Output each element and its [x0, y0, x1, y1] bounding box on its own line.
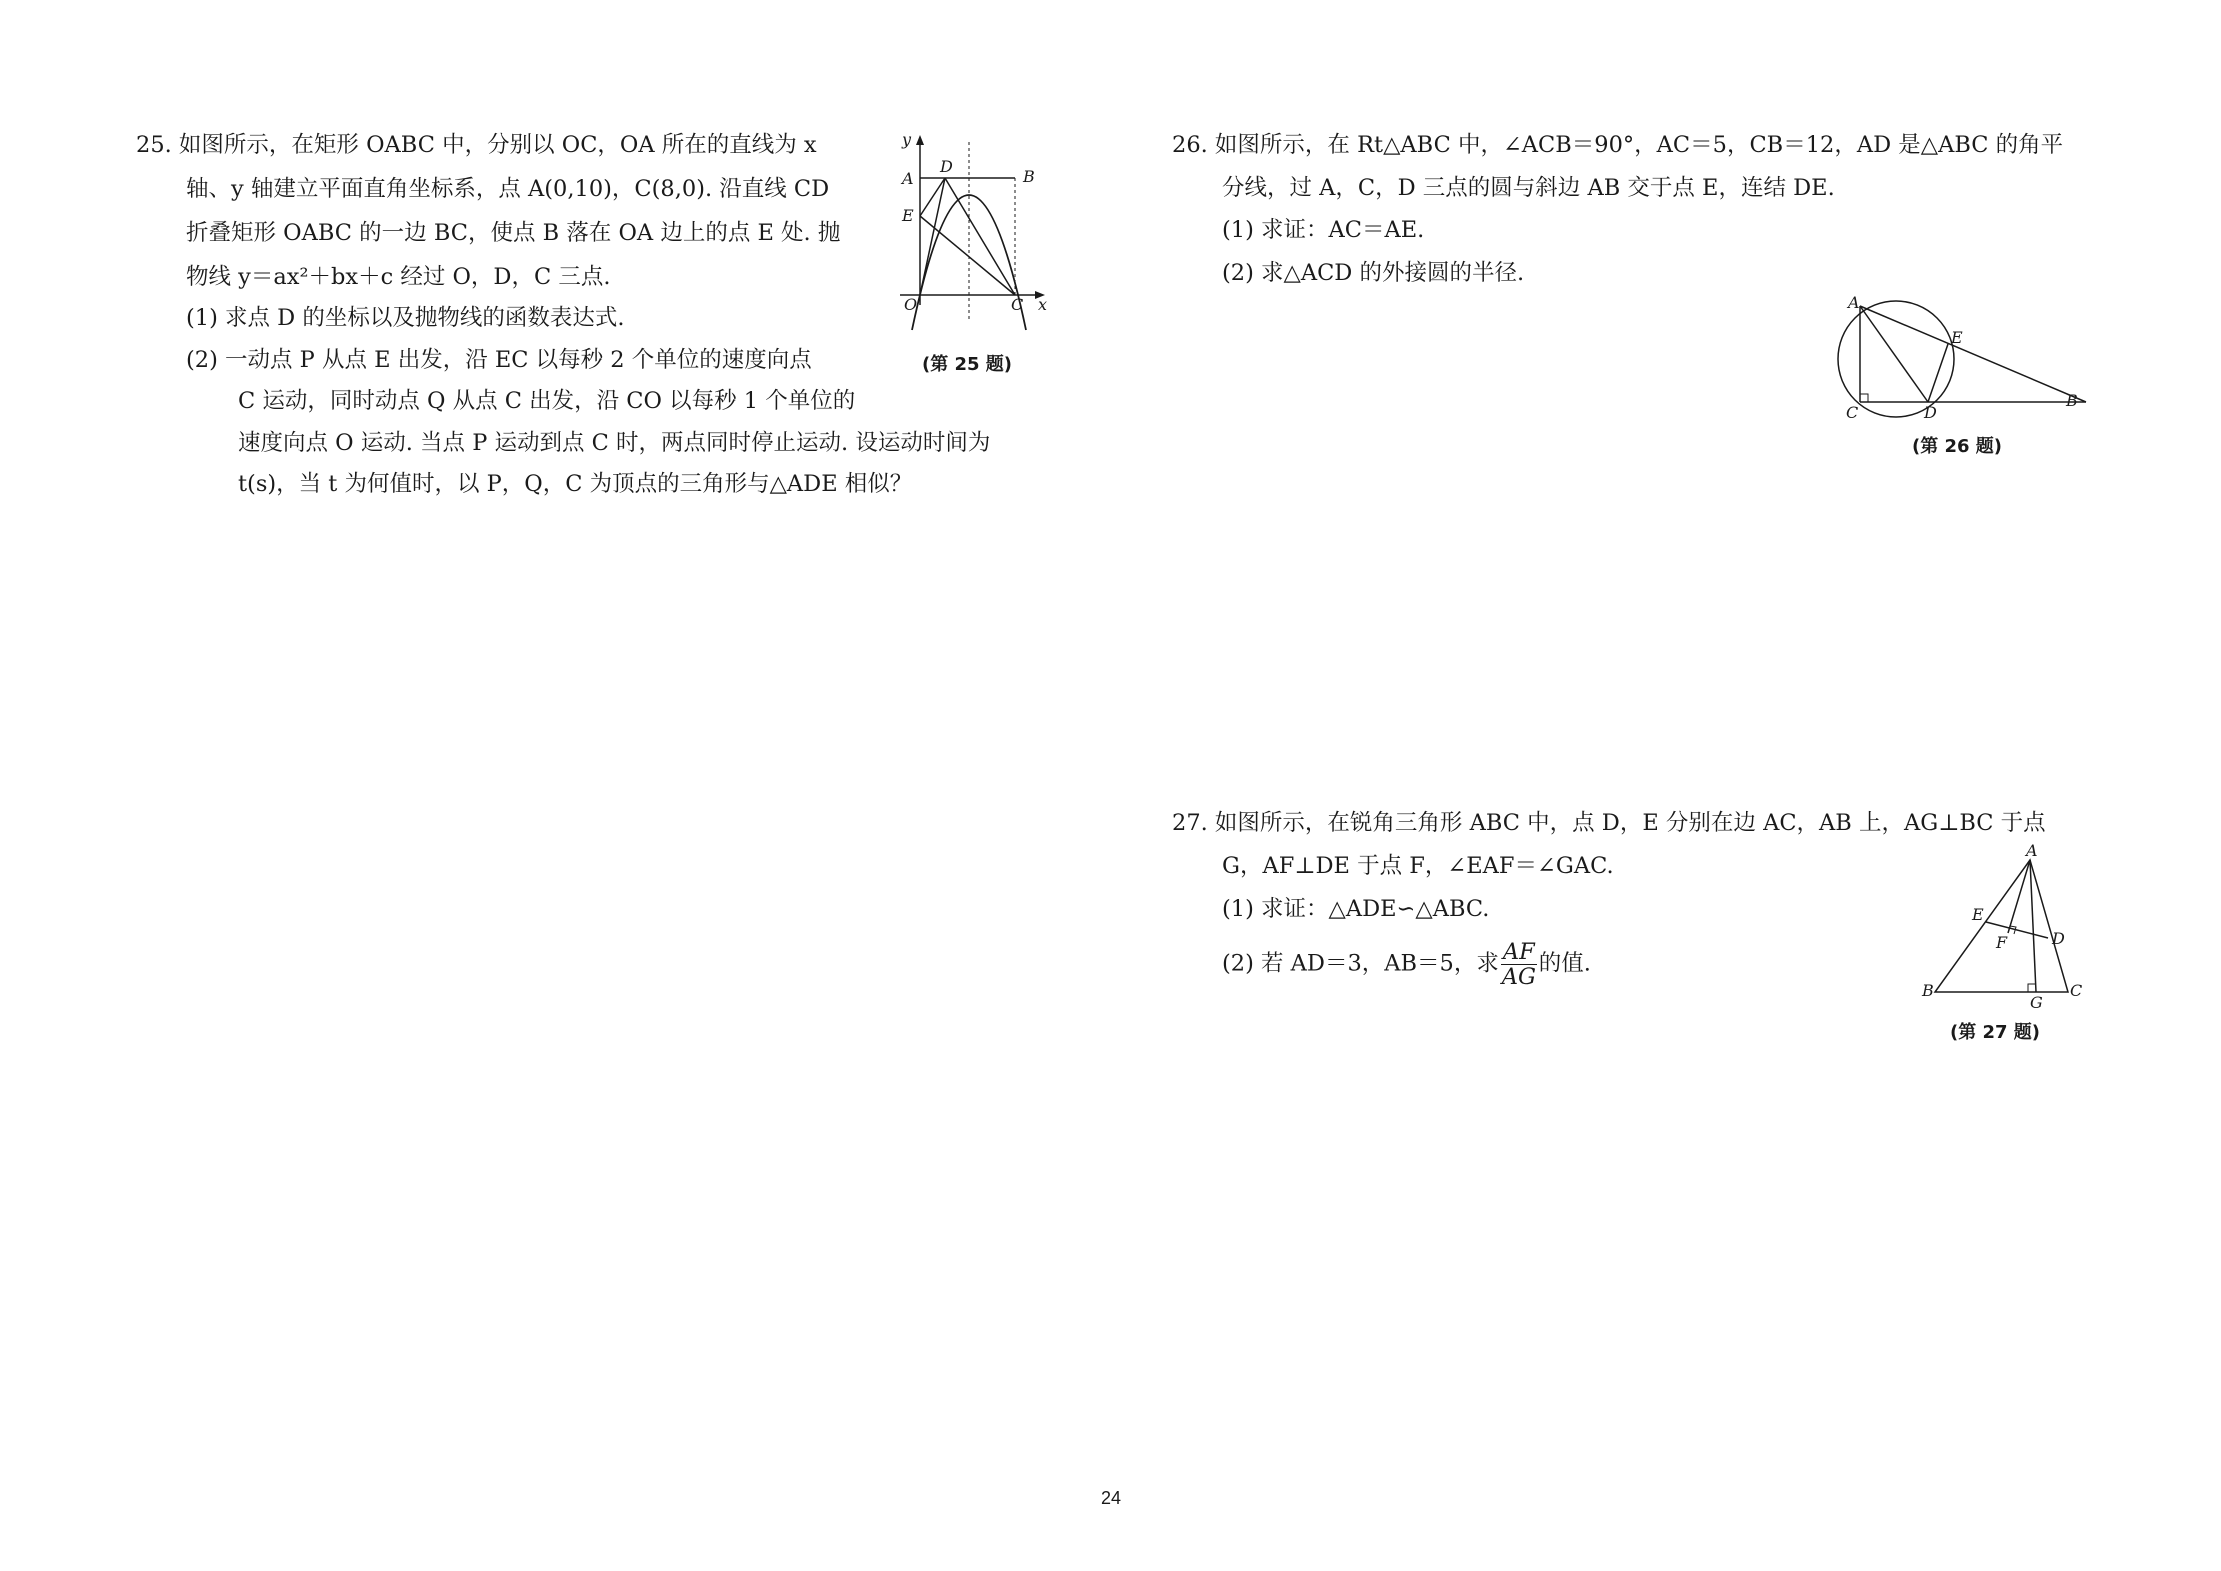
q25-label-x: x [1038, 295, 1048, 314]
q27-figure [1920, 841, 2100, 1012]
q25-caption: (第 25 题) [922, 354, 1013, 375]
q26-line-1: 26. 如图所示，在 Rt△ABC 中，∠ACB＝90°，AC＝5，CB＝12，AD 是△ABC 的角平 [1172, 132, 2064, 158]
q25-figure [890, 130, 1060, 330]
q27-label-F: F [1996, 933, 2008, 952]
q25-line-1: 25. 如图所示，在矩形 OABC 中，分别以 OC，OA 所在的直线为 x [136, 132, 817, 158]
q25-part-1: (1) 求点 D 的坐标以及抛物线的函数表达式. [186, 305, 625, 331]
page-number: 24 [1101, 1488, 1122, 1508]
q26-label-E: E [1951, 328, 1963, 347]
q27-label-E: E [1972, 905, 1984, 924]
q25-label-B: B [1023, 167, 1035, 186]
q26-figure [1840, 293, 2078, 422]
q25-label-C: C [1011, 295, 1024, 314]
q27-label-B: B [1922, 981, 1934, 1000]
q25-line-4: 物线 y＝ax²＋bx＋c 经过 O，D，C 三点. [186, 264, 611, 290]
q27-label-G: G [2030, 993, 2043, 1012]
q27-fraction-numerator: AF [1502, 939, 1535, 965]
q27-label-C: C [2070, 981, 2083, 1000]
q25-label-y: y [902, 130, 912, 149]
q26-caption: (第 26 题) [1912, 436, 2003, 457]
q26-label-B: B [2066, 391, 2078, 410]
q27-part-2-prefix: (2) 若 AD＝3，AB＝5，求 [1222, 950, 1499, 977]
q26-part-1: (1) 求证：AC＝AE. [1222, 217, 1425, 243]
q26-part-2: (2) 求△ACD 的外接圆的半径. [1222, 260, 1525, 286]
q25-label-D: D [940, 157, 953, 176]
q27-line-1: 27. 如图所示，在锐角三角形 ABC 中，点 D，E 分别在边 AC，AB 上，AG⊥BC 于点 [1172, 810, 2046, 836]
q25-part-2-line-1: (2) 一动点 P 从点 E 出发，沿 EC 以每秒 2 个单位的速度向点 [186, 347, 812, 373]
q25-line-2: 轴、y 轴建立平面直角坐标系，点 A(0,10)，C(8,0). 沿直线 CD [186, 176, 830, 202]
q26-label-C: C [1846, 403, 1859, 422]
q27-part-2-suffix: 的值. [1538, 950, 1591, 977]
q26-line-2: 分线，过 A，C，D 三点的圆与斜边 AB 交于点 E，连结 DE. [1222, 175, 1835, 201]
q27-fraction [1501, 940, 1537, 989]
q25-label-A: A [902, 169, 914, 188]
q25-part-2-line-4: t(s)，当 t 为何值时，以 P，Q，C 为顶点的三角形与△ADE 相似？ [238, 471, 913, 497]
q26-label-D: D [1924, 403, 1937, 422]
q25-part-2-line-3: 速度向点 O 运动. 当点 P 运动到点 C 时，两点同时停止运动. 设运动时间为 [238, 430, 991, 456]
q25-part-2-line-2: C 运动，同时动点 Q 从点 C 出发，沿 CO 以每秒 1 个单位的 [238, 388, 856, 414]
q27-caption: (第 27 题) [1950, 1022, 2041, 1043]
q26-label-A: A [1848, 293, 1860, 312]
q27-part-2 [1222, 940, 1591, 989]
q27-line-2: G，AF⊥DE 于点 F，∠EAF＝∠GAC. [1222, 853, 1614, 879]
q27-label-D: D [2052, 929, 2065, 948]
q25-label-O: O [904, 295, 918, 314]
q25-line-3: 折叠矩形 OABC 的一边 BC，使点 B 落在 OA 边上的点 E 处. 抛 [186, 220, 841, 246]
q27-label-A: A [2026, 841, 2038, 860]
q25-label-E: E [902, 206, 914, 225]
q27-part-1: (1) 求证：△ADE∽△ABC. [1222, 896, 1490, 922]
q27-fraction-denominator: AG [1501, 964, 1536, 990]
